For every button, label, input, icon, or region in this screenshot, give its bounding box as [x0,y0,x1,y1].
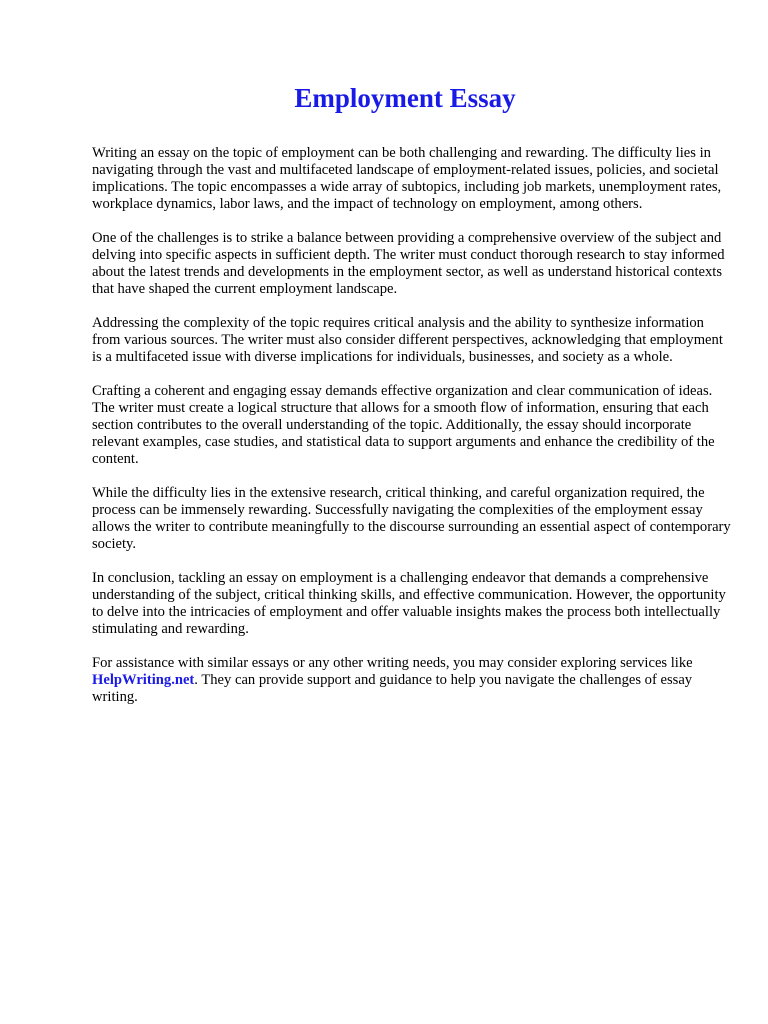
paragraph-3: Addressing the complexity of the topic requires critical analysis and the ability to synthesize information from various sources. The writer must also consider different perspectives, acknowledging that employment is a multifaceted issue with diverse implications for individuals, businesses, and society as a whole. [92,315,723,365]
paragraph-4: Crafting a coherent and engaging essay demands effective organization and clear communication of ideas. The writer must create a logical structure that allows for a smooth flow of information, ensuring that each section contributes to the overall understanding of the topic. Additionally, the essay should incorporate relevant examples, case studies, and statistical data to support arguments and enhance the credibility of the content. [92,383,715,467]
paragraph-6: In conclusion, tackling an essay on employment is a challenging endeavor that demands a comprehensive understanding of the subject, critical thinking skills, and effective communication. However, the opportunity to delve into the intricacies of employment and offer valuable insights makes the process both intellectually stimulating and rewarding. [92,570,726,637]
paragraph-5: While the difficulty lies in the extensive research, critical thinking, and careful organization required, the process can be immensely rewarding. Successfully navigating the complexities of the employment essay allows the writer to contribute meaningfully to the discourse surrounding an essential aspect of contemporary society. [92,485,731,552]
document-title: Employment Essay [294,83,516,113]
paragraph-2: One of the challenges is to strike a balance between providing a comprehensive overview of the subject and delving into specific aspects in sufficient depth. The writer must conduct thorough research to stay informed about the latest trends and developments in the employment sector, as well as understand historical contexts that have shaped the current employment landscape. [92,230,725,297]
paragraph-1: Writing an essay on the topic of employment can be both challenging and rewarding. The difficulty lies in navigating through the vast and multifaceted landscape of employment-related issues, policies, and societal implications. The topic encompasses a wide array of subtopics, including job markets, unemployment rates, workplace dynamics, labor laws, and the impact of technology on employment, among others. [92,145,722,212]
closing-paragraph [92,655,732,706]
closing-text-before-link: For assistance with similar essays or any other writing needs, you may consider exploring services like [92,655,693,671]
closing-text-after-link: . They can provide support and guidance to help you navigate the challenges of essay writing. [92,672,693,705]
helpwriting-link[interactable]: HelpWriting.net [92,672,195,688]
document-body [92,145,732,723]
